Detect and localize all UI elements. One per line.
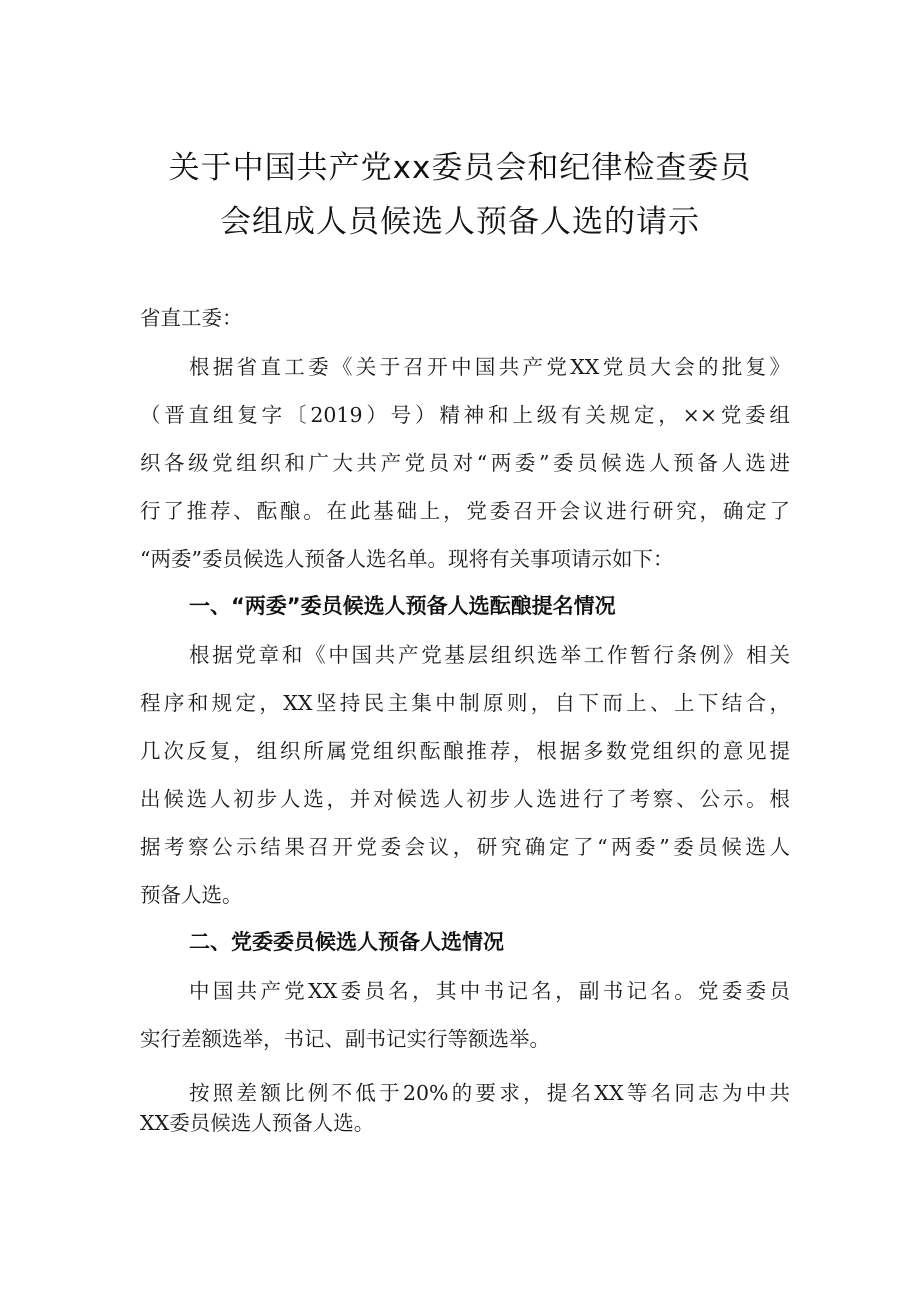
paragraph-2-line: 据考察公示结果召开党委会议，研究确定了“两委”委员候选人	[140, 835, 790, 859]
paragraph-3-line: 中国共产党XX委员名，其中书记名，副书记名。党委委员	[189, 979, 790, 1003]
paragraph-1-line: （晋直组复字〔2019）号）精神和上级有关规定，××党委组	[140, 403, 790, 427]
paragraph-4-line: 按照差额比例不低于20%的要求，提名XX等名同志为中共	[189, 1081, 790, 1105]
paragraph-2-line: 程序和规定，XX坚持民主集中制原则，自下而上、上下结合，	[140, 691, 790, 715]
paragraph-1-line: 织各级党组织和广大共产党员对“两委”委员候选人预备人选进	[140, 451, 790, 475]
document-title-line-2: 会组成人员候选人预备人选的请示	[220, 204, 700, 240]
document-title-line-1: 关于中国共产党xx委员会和纪律检查委员	[168, 150, 752, 186]
paragraph-3-line: 实行差额选举，书记、副书记实行等额选举。	[140, 1027, 550, 1051]
paragraph-2-line: 根据党章和《中国共产党基层组织选举工作暂行条例》相关	[189, 643, 790, 667]
paragraph-2-line: 出候选人初步人选，并对候选人初步人选进行了考察、公示。根	[140, 787, 790, 811]
section-heading-1: 一、“两委”委员候选人预备人选酝酿提名情况	[189, 594, 616, 618]
paragraph-1-line: “两委”委员候选人预备人选名单。现将有关事项请示如下：	[140, 547, 674, 571]
section-heading-2: 二、党委委员候选人预备人选情况	[189, 930, 504, 954]
paragraph-2-line: 预备人选。	[140, 883, 243, 907]
paragraph-2-line: 几次反复，组织所属党组织酝酿推荐，根据多数党组织的意见提	[140, 739, 790, 763]
paragraph-1-line: 行了推荐、酝酿。在此基础上，党委召开会议进行研究，确定了	[140, 499, 790, 523]
paragraph-4-line: XX委员候选人预备人选。	[140, 1111, 375, 1135]
paragraph-1-line: 根据省直工委《关于召开中国共产党XX党员大会的批复》	[189, 355, 790, 379]
salutation: 省直工委：	[140, 306, 243, 330]
